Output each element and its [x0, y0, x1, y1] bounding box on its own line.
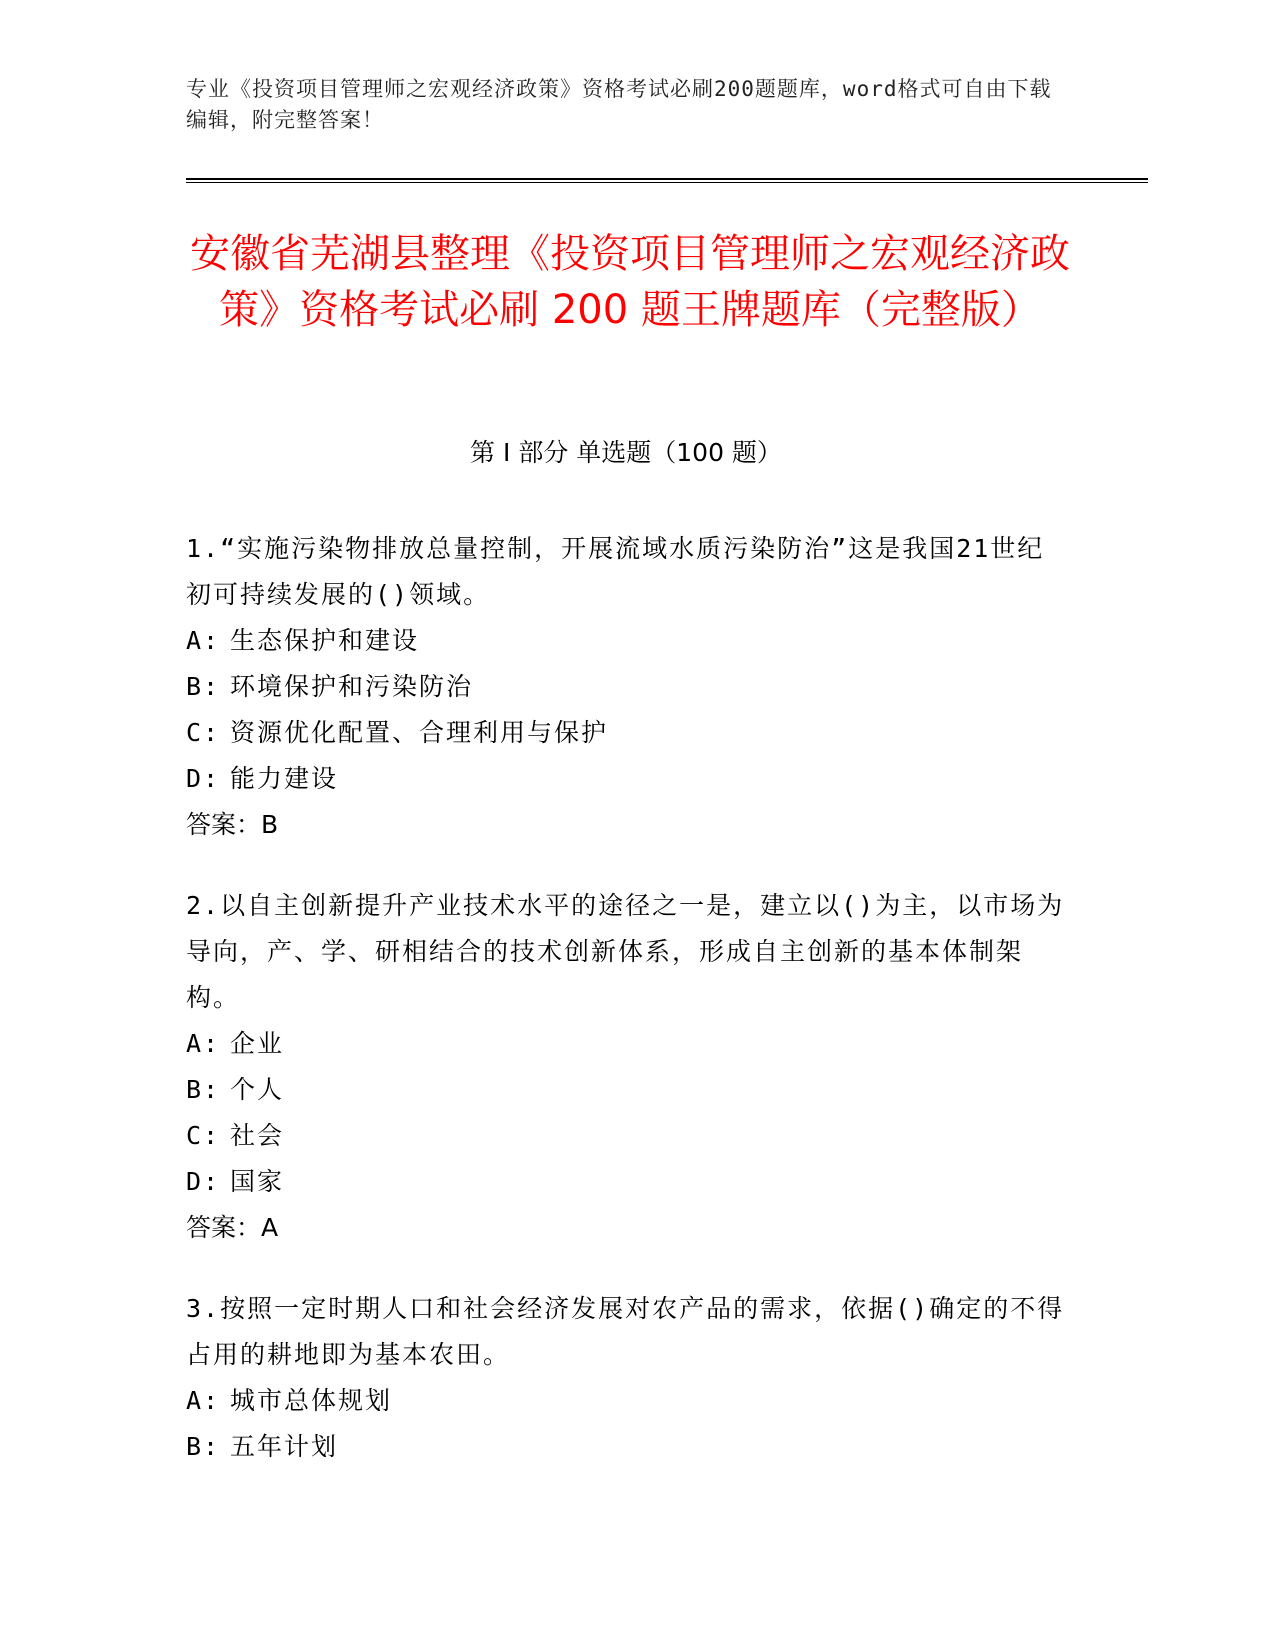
option-b — [186, 1067, 1066, 1113]
option-c — [186, 1113, 1066, 1159]
answer-line: 答案：A — [186, 1213, 279, 1242]
question-stem: 3.按照一定时期人口和社会经济发展对农产品的需求，依据()确定的不得占用的耕地即为基本农田。 — [186, 1294, 1065, 1369]
option-text: 企业 — [230, 1029, 285, 1058]
section-title: 第 I 部分 单选题（100 题） — [470, 438, 782, 467]
option-letter: C: — [186, 718, 221, 747]
option-text: 个人 — [230, 1075, 285, 1104]
answer-line: 答案：B — [186, 810, 279, 839]
option-letter: D: — [186, 1167, 221, 1196]
header-divider-thin — [186, 182, 1148, 183]
document-title: 安徽省芜湖县整理《投资项目管理师之宏观经济政策》资格考试必刷 200 题王牌题库（完整版） — [190, 231, 1070, 333]
option-text: 能力建设 — [230, 764, 339, 793]
option-text: 资源优化配置、合理利用与保护 — [230, 718, 609, 747]
option-letter: B: — [186, 1432, 221, 1461]
question-3 — [186, 1286, 1066, 1470]
option-text: 社会 — [230, 1121, 285, 1150]
header-divider — [186, 178, 1148, 180]
question-list — [186, 526, 1066, 1505]
option-d — [186, 1159, 1066, 1205]
option-letter: A: — [186, 1029, 221, 1058]
option-letter: A: — [186, 626, 221, 655]
option-text: 城市总体规划 — [230, 1386, 393, 1415]
option-letter: C: — [186, 1121, 221, 1150]
option-b — [186, 664, 1066, 710]
option-d — [186, 756, 1066, 802]
question-1 — [186, 526, 1066, 848]
option-a — [186, 1021, 1066, 1067]
header-note: 专业《投资项目管理师之宏观经济政策》资格考试必刷200题题库，word格式可自由下载编辑，附完整答案！ — [186, 77, 1052, 132]
option-a — [186, 1378, 1066, 1424]
option-a — [186, 618, 1066, 664]
option-text: 环境保护和污染防治 — [230, 672, 474, 701]
question-stem: 2.以自主创新提升产业技术水平的途径之一是，建立以()为主，以市场为导向，产、学、研相结合的技术创新体系，形成自主创新的基本体制架构。 — [186, 891, 1065, 1012]
option-letter: D: — [186, 764, 221, 793]
option-c — [186, 710, 1066, 756]
option-text: 国家 — [230, 1167, 285, 1196]
option-letter: A: — [186, 1386, 221, 1415]
question-2 — [186, 883, 1066, 1251]
option-letter: B: — [186, 1075, 221, 1104]
option-b — [186, 1424, 1066, 1470]
option-text: 五年计划 — [230, 1432, 339, 1461]
question-stem: 1.“实施污染物排放总量控制，开展流域水质污染防治”这是我国21世纪初可持续发展的()领域。 — [186, 534, 1045, 609]
option-text: 生态保护和建设 — [230, 626, 420, 655]
option-letter: B: — [186, 672, 221, 701]
